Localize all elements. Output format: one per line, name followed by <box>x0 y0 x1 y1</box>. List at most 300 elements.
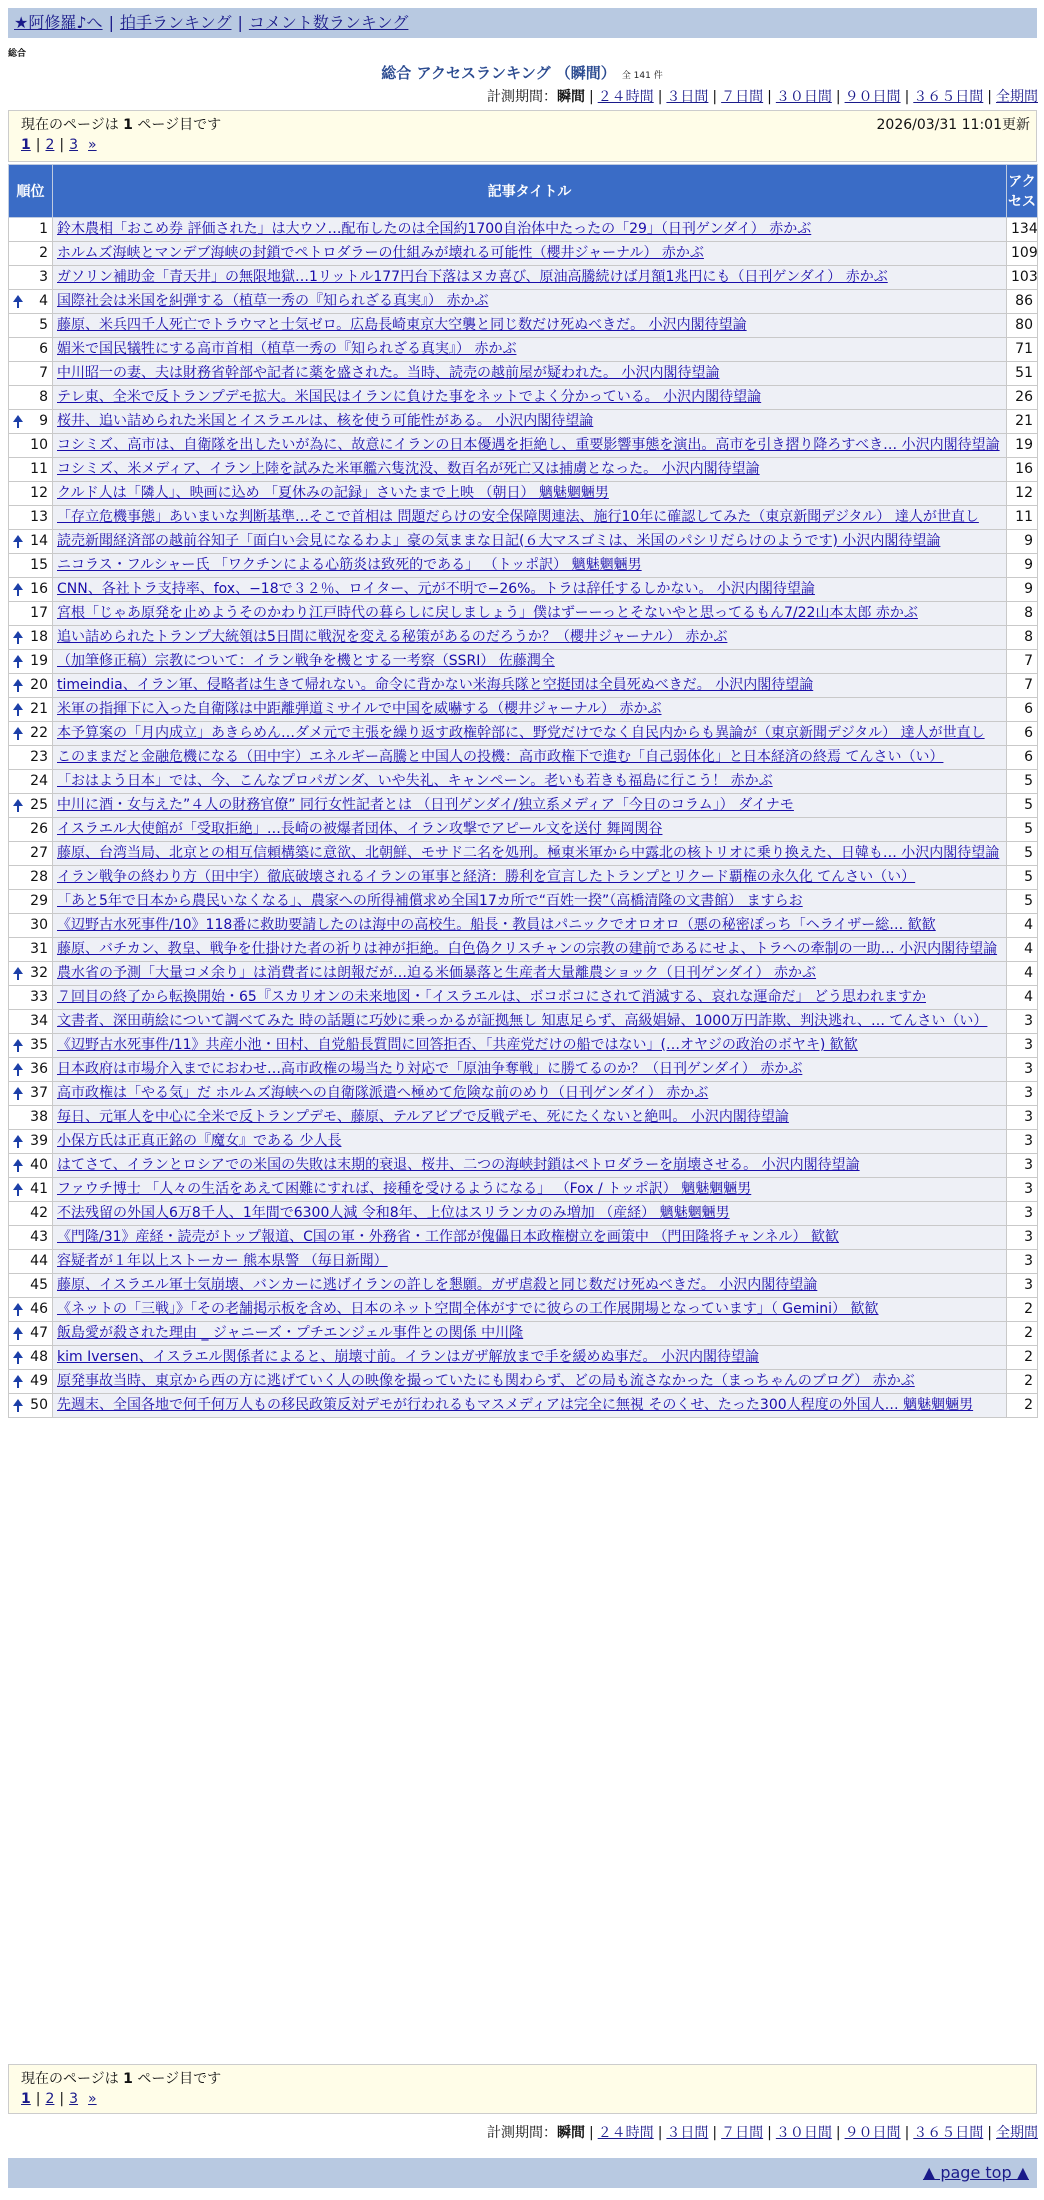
title-cell <box>53 1226 1007 1250</box>
article-title-link[interactable]: イスラエル大使館が「受取拒絶」…長崎の被爆者団体、イラン攻撃でアピール文を送付 舞岡関谷 <box>57 821 663 837</box>
table-row <box>9 218 1038 242</box>
title-cell <box>53 458 1007 482</box>
rank-cell <box>9 1178 53 1202</box>
separator: | <box>712 2125 718 2141</box>
period-selector-bottom <box>487 2122 1038 2142</box>
access-count: 3 <box>1007 1154 1038 1178</box>
rank-up-arrow-icon <box>13 415 23 422</box>
article-title-link[interactable]: コシミズ、米メディア、イラン上陸を試みた米軍艦六隻沈没、数百名が死亡又は捕虜となった。 小沢内閣待望論 <box>57 461 760 477</box>
article-title-link[interactable]: （加筆修正稿）宗教について：イラン戦争を機とする一考察（SSRI） 佐藤潤全 <box>57 653 555 669</box>
period-option-link[interactable]: ２４時間 <box>597 89 654 105</box>
separator: | <box>767 2125 772 2141</box>
rank-cell <box>9 938 53 962</box>
period-option-current: 瞬間 <box>556 2125 585 2141</box>
period-option-link[interactable]: 全期間 <box>996 89 1038 105</box>
rank-up-arrow-icon <box>13 1327 23 1334</box>
access-count: 5 <box>1007 890 1038 914</box>
page-top-link[interactable]: ▲ page top ▲ <box>922 2163 1029 2182</box>
title-cell <box>53 386 1007 410</box>
rank-number: 23 <box>30 749 48 765</box>
rank-cell <box>9 770 53 794</box>
access-count: 12 <box>1007 482 1038 506</box>
rank-number: 27 <box>30 845 48 861</box>
rank-number: 14 <box>30 533 48 549</box>
rank-cell <box>9 506 53 530</box>
access-count: 86 <box>1007 290 1038 314</box>
access-count: 103 <box>1007 266 1038 290</box>
article-title-link[interactable]: timeindia、イラン軍、侵略者は生きて帰れない。命令に背かない米海兵隊と空挺団は全員死ぬべきだ。 小沢内閣待望論 <box>57 677 814 693</box>
access-count: 7 <box>1007 650 1038 674</box>
access-count: 11 <box>1007 506 1038 530</box>
article-title-link[interactable]: 中川昭一の妻、夫は財務省幹部や記者に薬を盛された。当時、読売の越前屋が疑われた。 小沢内閣待望論 <box>57 365 720 381</box>
separator: | <box>59 137 65 153</box>
page-link-3[interactable]: 3 <box>69 2091 79 2107</box>
separator: | <box>835 89 841 105</box>
rank-number: 11 <box>30 461 48 477</box>
rank-number: 1 <box>39 221 48 237</box>
rank-cell <box>9 914 53 938</box>
period-option-link[interactable]: ３日間 <box>666 2125 709 2141</box>
table-row <box>9 1274 1038 1298</box>
table-row <box>9 986 1038 1010</box>
rank-number: 34 <box>30 1013 48 1029</box>
title-cell <box>53 650 1007 674</box>
table-row <box>9 506 1038 530</box>
article-title-link[interactable]: CNN、各社トラ支持率、fox、−18で３２％、ロイター、元が不明で−26%。トラは辞任するしかない。 小沢内閣待望論 <box>57 581 815 597</box>
rank-cell <box>9 266 53 290</box>
rank-number: 25 <box>30 797 48 813</box>
top-nav-bar <box>8 8 1037 38</box>
table-row <box>9 458 1038 482</box>
title-cell <box>53 1106 1007 1130</box>
access-count: 2 <box>1007 1394 1038 1418</box>
article-title-link[interactable]: ニコラス・フルシャー氏 「ワクチンによる心筋炎は致死的である」 （トッポ訳） 魑魅魍魎男 <box>57 557 642 573</box>
rank-cell <box>9 314 53 338</box>
rank-number: 50 <box>30 1397 48 1413</box>
rank-number: 17 <box>30 605 48 621</box>
table-row <box>9 242 1038 266</box>
page-info-prefix: 現在のページは <box>21 2071 124 2087</box>
access-count: 3 <box>1007 1058 1038 1082</box>
article-count: 全 141 件 <box>621 71 663 81</box>
article-title-link[interactable]: 先週末、全国各地で何千何万人もの移民政策反対デモが行われるもマスメディアは完全に無視 そのくせ、たった300人程度の外国人… 魑魅魍魎男 <box>57 1397 974 1413</box>
title-cell <box>53 746 1007 770</box>
title-cell <box>53 1154 1007 1178</box>
next-page-link[interactable]: » <box>88 2091 97 2107</box>
access-count: 5 <box>1007 818 1038 842</box>
rank-up-arrow-icon <box>13 655 23 662</box>
access-count: 4 <box>1007 962 1038 986</box>
access-count: 8 <box>1007 626 1038 650</box>
access-count: 3 <box>1007 1178 1038 1202</box>
access-count: 5 <box>1007 866 1038 890</box>
page-info-top <box>8 110 1037 162</box>
page-link-1[interactable]: 1 <box>21 2091 31 2107</box>
article-title-link[interactable]: ホルムズ海峡とマンデブ海峡の封鎖でペトロダラーの仕組みが壊れる可能性（櫻井ジャーナル） 赤かぶ <box>57 245 704 261</box>
access-count: 4 <box>1007 914 1038 938</box>
rank-up-arrow-icon <box>13 1063 23 1070</box>
separator: | <box>904 89 910 105</box>
article-title-link[interactable]: 中川に酒・女与えた”４人の財務官僚” 同行女性記者とは （日刊ゲンダイ/独立系メディア「今日のコラム」） ダイナモ <box>57 797 794 813</box>
rank-up-arrow-icon <box>13 583 23 590</box>
article-title-link[interactable]: 農水省の予測「大量コメ余り」は消費者には朗報だが…迫る米価暴落と生産者大量離農ショック（日刊ゲンダイ） 赤かぶ <box>57 965 817 981</box>
article-title-link[interactable]: 本予算案の「月内成立」あきらめん…ダメ元で主張を繰り返す政権幹部に、野党だけでなく自民内からも異論が（東京新聞デジタル） 達人が世直し <box>57 725 985 741</box>
table-row <box>9 866 1038 890</box>
table-row <box>9 914 1038 938</box>
access-count: 6 <box>1007 746 1038 770</box>
title-cell <box>53 554 1007 578</box>
access-count: 3 <box>1007 1106 1038 1130</box>
rank-cell <box>9 1346 53 1370</box>
article-title-link[interactable]: 藤原、イスラエル軍士気崩壊、バンカーに逃げイランの許しを懇願。ガザ虐殺と同じ数だけ死ぬべきだ。 小沢内閣待望論 <box>57 1277 818 1293</box>
access-count: 71 <box>1007 338 1038 362</box>
title-cell <box>53 674 1007 698</box>
title-cell <box>53 1034 1007 1058</box>
rank-up-arrow-icon <box>13 967 23 974</box>
access-count: 6 <box>1007 722 1038 746</box>
rank-up-arrow-icon <box>13 1135 23 1142</box>
article-title-link[interactable]: はてさて、イランとロシアでの米国の失敗は末期的衰退、桜井、二つの海峡封鎖はペトロダラーを崩壊させる。 小沢内閣待望論 <box>57 1157 860 1173</box>
rank-cell <box>9 602 53 626</box>
title-cell <box>53 410 1007 434</box>
separator: | <box>59 2091 65 2107</box>
period-option-link[interactable]: ３０日間 <box>775 89 832 105</box>
next-page-link[interactable]: » <box>88 137 97 153</box>
separator: | <box>657 89 663 105</box>
rank-number: 36 <box>30 1061 48 1077</box>
pagination-top <box>21 135 1024 155</box>
rank-cell <box>9 338 53 362</box>
article-title-link[interactable]: 桜井、追い詰められた米国とイスラエルは、核を使う可能性がある。 小沢内閣待望論 <box>57 413 594 429</box>
rank-cell <box>9 890 53 914</box>
page-info-suffix: ページ目です <box>132 117 222 133</box>
article-title-link[interactable]: 国際社会は米国を糾弾する（植草一秀の『知られざる真実』） 赤かぶ <box>57 293 489 309</box>
comment-ranking-link[interactable]: コメント数ランキング <box>248 13 409 32</box>
ranking-title: 総合 アクセスランキング （瞬間） <box>381 64 616 82</box>
article-title-link[interactable]: イラン戦争の終わり方（田中宇）徹底破壊されるイランの軍事と経済：勝利を宣言したトランプとリクード覇権の永久化 てんさい（い） <box>57 869 916 885</box>
rank-cell <box>9 1226 53 1250</box>
title-cell <box>53 770 1007 794</box>
access-count: 3 <box>1007 1274 1038 1298</box>
table-row <box>9 698 1038 722</box>
rank-cell <box>9 842 53 866</box>
table-row <box>9 962 1038 986</box>
rank-cell <box>9 362 53 386</box>
article-title-link[interactable]: 小保方氏は正真正銘の『魔女』である 少人長 <box>57 1133 342 1149</box>
title-cell <box>53 434 1007 458</box>
title-cell <box>53 506 1007 530</box>
period-selector-top <box>487 86 1038 106</box>
rank-number: 13 <box>30 509 48 525</box>
rank-up-arrow-icon <box>13 799 23 806</box>
access-count: 3 <box>1007 1250 1038 1274</box>
title-cell <box>53 578 1007 602</box>
table-row <box>9 266 1038 290</box>
access-count: 5 <box>1007 842 1038 866</box>
table-row <box>9 530 1038 554</box>
separator: | <box>767 89 772 105</box>
article-title-link[interactable]: 《門隆/31》産経・読売がトップ報道、C国の軍・外務省・工作部が傀儡日本政権樹立を画策中 （門田隆将チャンネル） 歓歓 <box>57 1229 839 1245</box>
rank-cell <box>9 458 53 482</box>
access-count: 3 <box>1007 1010 1038 1034</box>
article-title-link[interactable]: コシミズ、高市は、自衛隊を出したいが為に、故意にイランの日本優遇を拒絶し、重要影響事態を演出。高市を引き摺り降ろすべき… 小沢内閣待望論 <box>57 437 1000 453</box>
page-link-2[interactable]: 2 <box>45 2091 55 2107</box>
rank-cell <box>9 674 53 698</box>
rank-number: 20 <box>30 677 48 693</box>
rank-number: 28 <box>30 869 48 885</box>
rank-up-arrow-icon <box>13 631 23 638</box>
page-link-1[interactable]: 1 <box>21 137 31 153</box>
access-count: 2 <box>1007 1346 1038 1370</box>
title-cell <box>53 530 1007 554</box>
rank-cell <box>9 1394 53 1418</box>
period-option-current: 瞬間 <box>556 89 585 105</box>
rank-cell <box>9 218 53 242</box>
rank-cell <box>9 962 53 986</box>
period-option-link[interactable]: ９０日間 <box>844 89 901 105</box>
rank-number: 31 <box>30 941 48 957</box>
period-option-link[interactable]: ３６５日間 <box>913 2125 984 2141</box>
table-row <box>9 1250 1038 1274</box>
article-title-link[interactable]: このままだと金融危機になる（田中宇）エネルギー高騰と中国人の投機：高市政権下で進む「自己弱体化」と日本経済の終焉 てんさい（い） <box>57 749 944 765</box>
table-row <box>9 626 1038 650</box>
rank-number: 46 <box>30 1301 48 1317</box>
rank-number: 7 <box>39 365 48 381</box>
article-title-link[interactable]: 飯島愛が殺された理由 _ ジャニーズ・プチエンジェル事件との関係 中川隆 <box>57 1325 524 1341</box>
current-page-number: 1 <box>123 2071 133 2087</box>
table-header-row <box>9 165 1038 218</box>
title-cell <box>53 242 1007 266</box>
table-row <box>9 602 1038 626</box>
separator: | <box>904 2125 910 2141</box>
title-cell <box>53 1274 1007 1298</box>
title-cell <box>53 1322 1007 1346</box>
rank-up-arrow-icon <box>13 1159 23 1166</box>
table-row <box>9 1298 1038 1322</box>
article-title-link[interactable]: 文書者、深田萌絵について調べてみた 時の話題に巧妙に乗っかるが証拠無し 知恵足らず、高級娼婦、1000万円詐欺、判決逃れ、… てんさい（い） <box>57 1013 988 1029</box>
access-count: 3 <box>1007 1034 1038 1058</box>
page-link-3[interactable]: 3 <box>69 137 79 153</box>
article-title-link[interactable]: 原発事故当時、東京から西の方に逃げていく人の映像を撮っていたにも関わらず、どの局も流さなかった（まっちゃんのブログ） 赤かぶ <box>57 1373 915 1389</box>
pagination-bottom <box>21 2089 1024 2109</box>
period-label: 計測期間： <box>486 89 557 105</box>
article-title-link[interactable]: 「おはよう日本」では、今、こんなプロパガンダ、いや失礼、キャンペーン。老いも若きも福島に行こう！ 赤かぶ <box>57 773 773 789</box>
rank-number: 37 <box>30 1085 48 1101</box>
rank-number: 18 <box>30 629 48 645</box>
current-page-number: 1 <box>123 117 133 133</box>
rank-number: 15 <box>30 557 48 573</box>
access-count: 4 <box>1007 938 1038 962</box>
article-title-link[interactable]: 《辺野古水死事件/10》118番に救助要請したのは海中の高校生。船長・教員はパニックでオロオロ（悪の秘密ぽっち「ヘライザー総… 歓歓 <box>57 917 936 933</box>
title-cell <box>53 602 1007 626</box>
title-cell <box>53 218 1007 242</box>
rank-number: 33 <box>30 989 48 1005</box>
period-option-link[interactable]: ７日間 <box>721 2125 764 2141</box>
rank-cell <box>9 290 53 314</box>
access-count: 51 <box>1007 362 1038 386</box>
table-row <box>9 434 1038 458</box>
asyura-home-link[interactable]: ★阿修羅♪へ <box>14 13 103 32</box>
rank-cell <box>9 794 53 818</box>
table-row <box>9 1106 1038 1130</box>
table-row <box>9 938 1038 962</box>
rank-number: 21 <box>30 701 48 717</box>
period-option-link[interactable]: ９０日間 <box>844 2125 901 2141</box>
title-cell <box>53 1010 1007 1034</box>
rank-number: 4 <box>39 293 48 309</box>
rank-number: 41 <box>30 1181 48 1197</box>
table-row <box>9 770 1038 794</box>
rank-cell <box>9 1370 53 1394</box>
rank-cell <box>9 554 53 578</box>
article-title-link[interactable]: 藤原、バチカン、教皇、戦争を仕掛けた者の祈りは神が拒絶。白色偽クリスチャンの宗教の建前であるにせよ、トラへの牽制の一助… 小沢内閣待望論 <box>57 941 998 957</box>
access-count: 8 <box>1007 602 1038 626</box>
period-option-link[interactable]: 全期間 <box>996 2125 1038 2141</box>
table-row <box>9 1322 1038 1346</box>
article-title-link[interactable]: 不法残留の外国人6万8千人、1年間で6300人減 令和8年、上位はスリランカのみ増加 （産経） 魑魅魍魎男 <box>57 1205 730 1221</box>
access-count: 9 <box>1007 530 1038 554</box>
article-title-link[interactable]: ７回目の終了から転換開始・65『スカリオンの未来地図・「イスラエルは、ボコボコにされて消滅する、哀れな運命だ」 どう思われますか <box>57 989 926 1005</box>
rank-up-arrow-icon <box>13 679 23 686</box>
rank-number: 40 <box>30 1157 48 1173</box>
article-title-link[interactable]: 藤原、米兵四千人死亡でトラウマと士気ゼロ。広島長崎東京大空襲と同じ数だけ死ぬべきだ。 小沢内閣待望論 <box>57 317 747 333</box>
table-row <box>9 1202 1038 1226</box>
access-count: 3 <box>1007 1202 1038 1226</box>
rank-number: 26 <box>30 821 48 837</box>
period-option-link[interactable]: ３日間 <box>666 89 709 105</box>
rank-number: 45 <box>30 1277 48 1293</box>
article-title-link[interactable]: 《辺野古水死事件/11》共産小池・田村、自党船長質問に回答拒否、「共産党だけの船ではない」(…オヤジの政治のボヤキ) 歓歓 <box>57 1037 858 1053</box>
article-title-link[interactable]: kim Iversen、イスラエル関係者によると、崩壊寸前。イランはガザ解放まで手を緩めぬ事だ。 小沢内閣待望論 <box>57 1349 759 1365</box>
separator: | <box>835 2125 841 2141</box>
title-column-header: 記事タイトル <box>53 165 1007 218</box>
access-count: 2 <box>1007 1322 1038 1346</box>
article-title-link[interactable]: 追い詰められたトランプ大統領は5日間に戦況を変える秘策があるのだろうか？（櫻井ジャーナル） 赤かぶ <box>57 629 728 645</box>
article-title-link[interactable]: 宮根「じゃあ原発を止めようそのかわり江戸時代の暮らしに戻しましょう」僕はずーーっとそないやと思ってるもん7/22山本太郎 赤かぶ <box>57 605 918 621</box>
title-cell <box>53 1178 1007 1202</box>
title-cell <box>53 1082 1007 1106</box>
table-row <box>9 746 1038 770</box>
rank-number: 2 <box>39 245 48 261</box>
rank-number: 44 <box>30 1253 48 1269</box>
rank-up-arrow-icon <box>13 1351 23 1358</box>
table-row <box>9 482 1038 506</box>
title-cell <box>53 1298 1007 1322</box>
page-info-suffix: ページ目です <box>132 2071 222 2087</box>
period-option-link[interactable]: ７日間 <box>721 89 764 105</box>
article-title-link[interactable]: 「あと5年で日本から農民いなくなる」、農家への所得補償求め全国17カ所で“百姓一揆”（高橋清隆の文書館） ますらお <box>57 893 803 909</box>
clap-ranking-link[interactable]: 拍手ランキング <box>119 13 232 32</box>
rank-cell <box>9 1322 53 1346</box>
rank-cell <box>9 722 53 746</box>
rank-up-arrow-icon <box>13 1183 23 1190</box>
article-title-link[interactable]: ガソリン補助金「青天井」の無限地獄…1リットル177円台下落はヌカ喜び、原油高騰続けば月額1兆円にも（日刊ゲンダイ） 赤かぶ <box>57 269 888 285</box>
category-label: 総合 <box>8 49 27 59</box>
table-row <box>9 794 1038 818</box>
rank-cell <box>9 1250 53 1274</box>
table-row <box>9 1178 1038 1202</box>
rank-number: 47 <box>30 1325 48 1341</box>
title-cell <box>53 986 1007 1010</box>
separator: | <box>237 13 243 32</box>
access-count: 3 <box>1007 1082 1038 1106</box>
page-info-bottom <box>8 2064 1037 2114</box>
page-link-2[interactable]: 2 <box>45 137 55 153</box>
article-title-link[interactable]: 米軍の指揮下に入った自衛隊は中距離弾道ミサイルで中国を威嚇する（櫻井ジャーナル） 赤かぶ <box>57 701 662 717</box>
table-row <box>9 314 1038 338</box>
separator: | <box>987 89 992 105</box>
rank-cell <box>9 578 53 602</box>
article-title-link[interactable]: 高市政権は「やる気」だ ホルムズ海峡への自衛隊派遣へ極めて危険な前のめり（日刊ゲンダイ） 赤かぶ <box>57 1085 709 1101</box>
rank-number: 43 <box>30 1229 48 1245</box>
period-option-link[interactable]: ３０日間 <box>775 2125 832 2141</box>
article-title-link[interactable]: 「存立危機事態」あいまいな判断基準…そこで首相は 問題だらけの安全保障関連法、施行10年に確認してみた（東京新聞デジタル） 達人が世直し <box>57 509 979 525</box>
article-title-link[interactable]: クルド人は「隣人」、映画に込め 「夏休みの記録」さいたまで上映 （朝日） 魑魅魍魎男 <box>57 485 609 501</box>
access-count: 109 <box>1007 242 1038 266</box>
title-cell <box>53 698 1007 722</box>
table-row <box>9 290 1038 314</box>
article-title-link[interactable]: ファウチ博士 「人々の生活をあえて困難にすれば、接種を受けるようになる」 （Fox / トッポ訳） 魑魅魍魎男 <box>57 1181 752 1197</box>
article-title-link[interactable]: 藤原、台湾当局、北京との相互信頼構築に意欲、北朝鮮、モサド二名を処刑。極東米軍から中露北の核トリオに乗り換えた、日韓も… 小沢内閣待望論 <box>57 845 1000 861</box>
article-title-link[interactable]: 容疑者が１年以上ストーカー 熊本県警 （毎日新聞） <box>57 1253 388 1269</box>
rank-cell <box>9 1298 53 1322</box>
rank-cell <box>9 1082 53 1106</box>
period-option-link[interactable]: ２４時間 <box>597 2125 654 2141</box>
rank-number: 16 <box>30 581 48 597</box>
title-cell <box>53 1370 1007 1394</box>
table-row <box>9 1370 1038 1394</box>
rank-up-arrow-icon <box>13 295 23 302</box>
period-label: 計測期間： <box>486 2125 557 2141</box>
article-title-link[interactable]: 読売新聞経済部の越前谷知子「面白い会見になるわよ」豪の気ままな日記(６大マスゴミは、米国のパシリだらけのようです) 小沢内閣待望論 <box>57 533 941 549</box>
table-row <box>9 338 1038 362</box>
table-row <box>9 1226 1038 1250</box>
access-count: 80 <box>1007 314 1038 338</box>
period-option-link[interactable]: ３６５日間 <box>913 89 984 105</box>
separator: | <box>657 2125 663 2141</box>
title-cell <box>53 314 1007 338</box>
rank-cell <box>9 818 53 842</box>
rank-up-arrow-icon <box>13 1399 23 1406</box>
article-title-link[interactable]: テレ東、全米で反トランプデモ拡大。米国民はイランに負けた事をネットでよく分かっている。 小沢内閣待望論 <box>57 389 762 405</box>
table-row <box>9 1346 1038 1370</box>
title-cell <box>53 842 1007 866</box>
rank-cell <box>9 410 53 434</box>
table-row <box>9 1010 1038 1034</box>
rank-up-arrow-icon <box>13 535 23 542</box>
rank-number: 29 <box>30 893 48 909</box>
rank-number: 5 <box>39 317 48 333</box>
rank-number: 8 <box>39 389 48 405</box>
title-cell <box>53 866 1007 890</box>
article-title-link[interactable]: 媚米で国民犠牲にする高市首相（植草一秀の『知られざる真実』） 赤かぶ <box>57 341 517 357</box>
rank-cell <box>9 434 53 458</box>
title-cell <box>53 1202 1007 1226</box>
article-title-link[interactable]: 毎日、元軍人を中心に全米で反トランプデモ、藤原、テルアビブで反戦デモ、死にたくないと絶叫。 小沢内閣待望論 <box>57 1109 789 1125</box>
title-cell <box>53 482 1007 506</box>
rank-cell <box>9 866 53 890</box>
separator: | <box>712 89 718 105</box>
rank-cell <box>9 746 53 770</box>
article-title-link[interactable]: 《ネットの「三戦」》「その老舗掲示板を含め、日本のネット空間全体がすでに彼らの工作展開場となっています」（ Gemini） 歓歓 <box>57 1301 879 1317</box>
rank-number: 49 <box>30 1373 48 1389</box>
article-title-link[interactable]: 日本政府は市場介入までにおわせ…高市政権の場当たり対応で「原油争奪戦」に勝てるのか？（日刊ゲンダイ） 赤かぶ <box>57 1061 803 1077</box>
access-count: 2 <box>1007 1298 1038 1322</box>
separator: | <box>588 89 594 105</box>
article-title-link[interactable]: 鈴木農相「おこめ券 評価された」は大ウソ…配布したのは全国約1700自治体中たったの「29」（日刊ゲンダイ） 赤かぶ <box>57 221 812 237</box>
table-row <box>9 722 1038 746</box>
title-cell <box>53 338 1007 362</box>
